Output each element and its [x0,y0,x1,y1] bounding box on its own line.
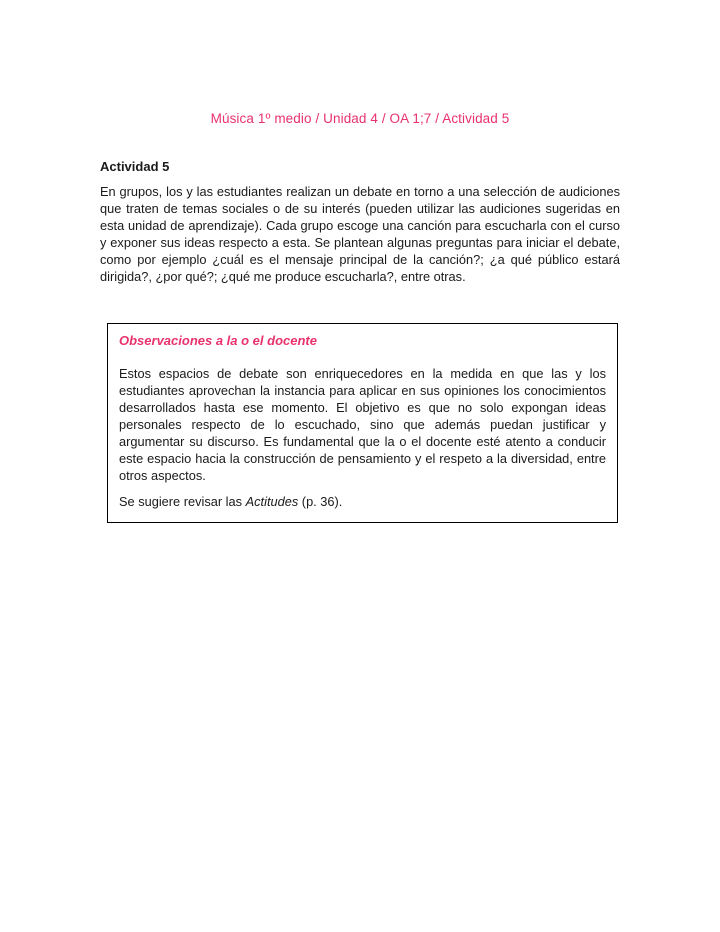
teacher-observations-box [107,323,618,523]
main-content [100,159,620,523]
observations-paragraph: Estos espacios de debate son enriquecedores en la medida en que las y los estudiantes aprovechan la instancia para aplicar en sus opiniones los conocimientos desarrollados hasta ese momento. El objetivo es que no solo expongan ideas personales respecto de lo escuchado, sino que además puedan justificar y argumentar su discurso. Es fundamental que la o el docente esté atento a conducir este espacio hacia la construcción de pensamiento y el respeto a la diversidad, entre otros aspectos. [119,366,606,483]
note-italic-term: Actitudes [245,494,299,509]
activity-title: Actividad 5 [100,159,170,174]
note-suffix: (p. 36). [298,494,343,509]
note-prefix: Se sugiere revisar las [119,494,246,509]
breadcrumb: Música 1º medio / Unidad 4 / OA 1;7 / Actividad 5 [210,111,510,126]
observations-title: Observaciones a la o el docente [119,333,317,348]
activity-paragraph: En grupos, los y las estudiantes realizan un debate en torno a una selección de audiciones que traten de temas sociales o de su interés (pueden utilizar las audiciones sugeridas en esta unidad de aprendizaje). Cada grupo escoge una canción para escucharla con el curso y exponer sus ideas respecto a esta. Se plantean algunas preguntas para iniciar el debate, como por ejemplo ¿cuál es el mensaje principal de la canción?; ¿a qué público estará dirigida?, ¿por qué?; ¿qué me produce escucharla?, entre otras. [100,184,620,284]
observations-note [119,493,606,510]
